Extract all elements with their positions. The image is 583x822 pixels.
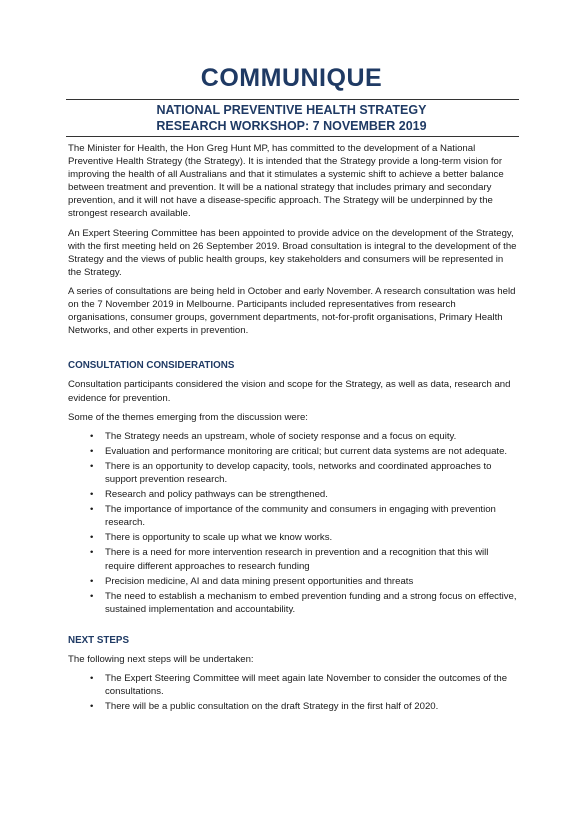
list-item: • Research and policy pathways can be strengthened. bbox=[105, 488, 518, 501]
list-item: • The need to establish a mechanism to embed prevention funding and a strong focus on effective, sustained implementation and accountability. bbox=[105, 590, 518, 616]
list-item: • There will be a public consultation on the draft Strategy in the first half of 2020. bbox=[105, 700, 518, 713]
list-item: • Evaluation and performance monitoring are critical; but current data systems are not adequate. bbox=[105, 445, 518, 458]
consultation-paragraph-1: Consultation participants considered the vision and scope for the Strategy, as well as data, research and evidence for prevention. bbox=[68, 379, 511, 404]
list-item: • There is an opportunity to develop capacity, tools, networks and coordinated approaches to support prevention research. bbox=[105, 460, 518, 486]
document-body bbox=[68, 142, 518, 715]
intro-paragraph-2: An Expert Steering Committee has been appointed to provide advice on the development of the Strategy, with the first meeting held on 26 September 2019. Broad consultation is integral to the development of the Strategy and the views of public health groups, key stakeholders and consumers will be represented in the Strategy. bbox=[68, 227, 517, 278]
intro-paragraph-3: A series of consultations are being held in October and early November. A research consultation was held on the 7 November 2019 in Melbourne. Participants included representatives from research organisations, consumer groups, government departments, not-for-profit organisations, Primary Health Networks, and other experts in prevention. bbox=[68, 285, 516, 337]
next-steps-paragraph: The following next steps will be undertaken: bbox=[68, 654, 254, 665]
next-steps-bullet-list bbox=[68, 672, 518, 713]
list-item: • There is opportunity to scale up what we know works. bbox=[105, 531, 518, 544]
subtitle-rule bbox=[66, 136, 519, 137]
list-item: • Precision medicine, AI and data mining present opportunities and threats bbox=[105, 575, 518, 588]
list-item: • The Strategy needs an upstream, whole of society response and a focus on equity. bbox=[105, 430, 518, 443]
consultation-heading: CONSULTATION CONSIDERATIONS bbox=[68, 360, 235, 372]
title-rule bbox=[66, 99, 519, 100]
intro-paragraph-1: The Minister for Health, the Hon Greg Hunt MP, has committed to the development of a National Preventive Health Strategy (the Strategy). It is intended that the Strategy provide a long-term vision for improving the health of all Australians and that it stimulates a systemic shift to achieve a better balance between treatment and prevention. It will be a national strategy that includes primary and secondary prevention, and it will not have a disease-specific approach. The Strategy will be underpinned by the strongest research available. bbox=[68, 143, 504, 220]
next-steps-heading: NEXT STEPS bbox=[68, 634, 129, 646]
document-title: COMMUNIQUE bbox=[200, 64, 383, 92]
list-item: • The importance of importance of the community and consumers in engaging with prevention research. bbox=[105, 503, 518, 529]
consultation-paragraph-2: Some of the themes emerging from the discussion were: bbox=[68, 411, 308, 423]
subtitle-line-2: RESEARCH WORKSHOP: 7 NOVEMBER 2019 bbox=[156, 119, 427, 133]
subtitle-line-1: NATIONAL PREVENTIVE HEALTH STRATEGY bbox=[156, 103, 427, 117]
list-item: • There is a need for more intervention research in prevention and a recognition that this will require different approaches to research funding bbox=[105, 546, 518, 572]
list-item: • The Expert Steering Committee will meet again late November to consider the outcomes of the consultations. bbox=[105, 672, 518, 698]
consultation-bullet-list bbox=[68, 430, 518, 616]
